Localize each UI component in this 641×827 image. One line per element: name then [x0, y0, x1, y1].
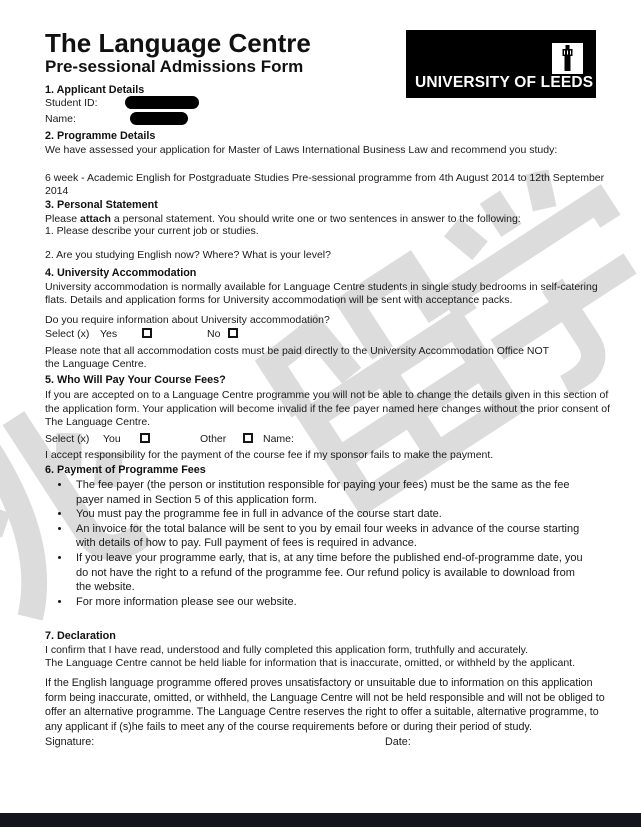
you-option-label: You: [103, 433, 121, 445]
you-checkbox[interactable]: [140, 433, 150, 443]
page-title: The Language Centre: [45, 28, 311, 58]
section-heading-declaration: 7. Declaration: [45, 630, 116, 642]
accommodation-question: Do you require information about University accommodation?: [45, 314, 330, 326]
programme-assessment-text: We have assessed your application for Master of Laws International Business Law and recommend you study:: [45, 144, 558, 156]
personal-statement-question-1: 1. Please describe your current job or studies.: [45, 225, 259, 237]
declaration-line-1: I confirm that I have read, understood and fully completed this application form, truthfully and accurately.: [45, 644, 529, 656]
student-id-label: Student ID:: [45, 97, 98, 109]
responsibility-statement: I accept responsibility for the payment of the course fee if my sponsor fails to make the payment.: [45, 449, 494, 461]
other-option-label: Other: [200, 433, 227, 445]
attach-emphasis: attach: [80, 213, 111, 225]
payment-bullet-3: • An invoice for the total balance will be sent to you by email four weeks in advance of the course starting with details of how to pay. Full payment of fees is required in advance.: [71, 522, 593, 551]
signature-row: [45, 736, 605, 750]
payment-bullet-4: • If you leave your programme early, that is, at any time before the published end-of-programme date, you do not have the right to a refund of the programme fee. Our refund policy is available to download from the website.: [71, 551, 593, 595]
declaration-paragraph: If the English language programme offered proves unsatisfactory or unsuitable due to information on this application form being inaccurate, omitted, or withheld, the Language Centre will not be held responsible and will not be obliged to offer an alternative programme. The Language Centre reserves the right to offer a suitable, alternative programme, to any applicant if (s)he fails to meet any of the course requirements before or during their period of study.: [45, 677, 605, 733]
signature-label: Signature:: [45, 736, 95, 748]
student-id-row: [45, 97, 345, 111]
programme-recommendation-text: 6 week - Academic English for Postgraduate Studies Pre-sessional programme from 4th August 2014 to 12th September 2014: [45, 172, 605, 197]
name-row: [45, 113, 345, 127]
payment-bullet-1: • The fee payer (the person or institution responsible for paying your fees) must be the same as the fee payer named in Section 5 of this application form.: [71, 478, 593, 507]
section-heading-course-fees: 5. Who Will Pay Your Course Fees?: [45, 374, 226, 386]
accommodation-note-line-1: Please note that all accommodation costs must be paid directly to the University Accommodation Office NOT: [45, 345, 550, 357]
personal-statement-intro: Please attach a personal statement. You should write one or two sentences in answer to the following:: [45, 213, 521, 225]
accommodation-note: [45, 345, 590, 371]
name-label: Name:: [45, 113, 76, 125]
student-id-redacted-value: [125, 96, 199, 109]
date-label: Date:: [385, 736, 411, 748]
page-subtitle: Pre-sessional Admissions Form: [45, 57, 304, 76]
accommodation-select-row: [45, 328, 445, 341]
fees-payer-select-row: [45, 433, 445, 446]
accommodation-note-line-2: the Language Centre.: [45, 358, 147, 370]
logo-text: UNIVERSITY OF LEEDS: [415, 74, 594, 91]
declaration-line-2: The Language Centre cannot be held liable for information that is inaccurate, omitted, or withheld by the applicant.: [45, 657, 575, 669]
section-heading-programme-details: 2. Programme Details: [45, 130, 156, 142]
payer-name-label: Name:: [263, 433, 294, 445]
select-x-label: Select (x): [45, 328, 90, 340]
section-heading-personal-statement: 3. Personal Statement: [45, 199, 158, 211]
accommodation-body: University accommodation is normally available for Language Centre students in single study bedrooms in self-catering flats. Details and application forms for University accommodation will be sent with acceptance packs.: [45, 281, 598, 306]
section-heading-university-accommodation: 4. University Accommodation: [45, 267, 197, 279]
name-redacted-value: [130, 112, 188, 125]
tower-icon: [552, 43, 583, 74]
university-of-leeds-logo: [406, 30, 596, 98]
payment-bullet-list: [45, 478, 593, 609]
yes-option-label: Yes: [100, 328, 118, 340]
section-heading-applicant-details: 1. Applicant Details: [45, 84, 145, 96]
footer-bar: [0, 813, 641, 827]
no-option-label: No: [207, 328, 221, 340]
select-x-label: Select (x): [45, 433, 90, 445]
payment-bullet-5: • For more information please see our website.: [71, 595, 593, 610]
yes-checkbox[interactable]: [142, 328, 152, 338]
other-checkbox[interactable]: [243, 433, 253, 443]
payment-bullet-2: • You must pay the programme fee in full in advance of the course start date.: [71, 507, 593, 522]
personal-statement-question-2: 2. Are you studying English now? Where? What is your level?: [45, 249, 331, 261]
fees-payer-body: If you are accepted on to a Language Centre programme you will not be able to change the details given in this section of the application form. Your application will become invalid if the fee payer named here changes without the prior consent of The Language Centre.: [45, 389, 611, 428]
no-checkbox[interactable]: [228, 328, 238, 338]
section-heading-payment: 6. Payment of Programme Fees: [45, 464, 206, 476]
